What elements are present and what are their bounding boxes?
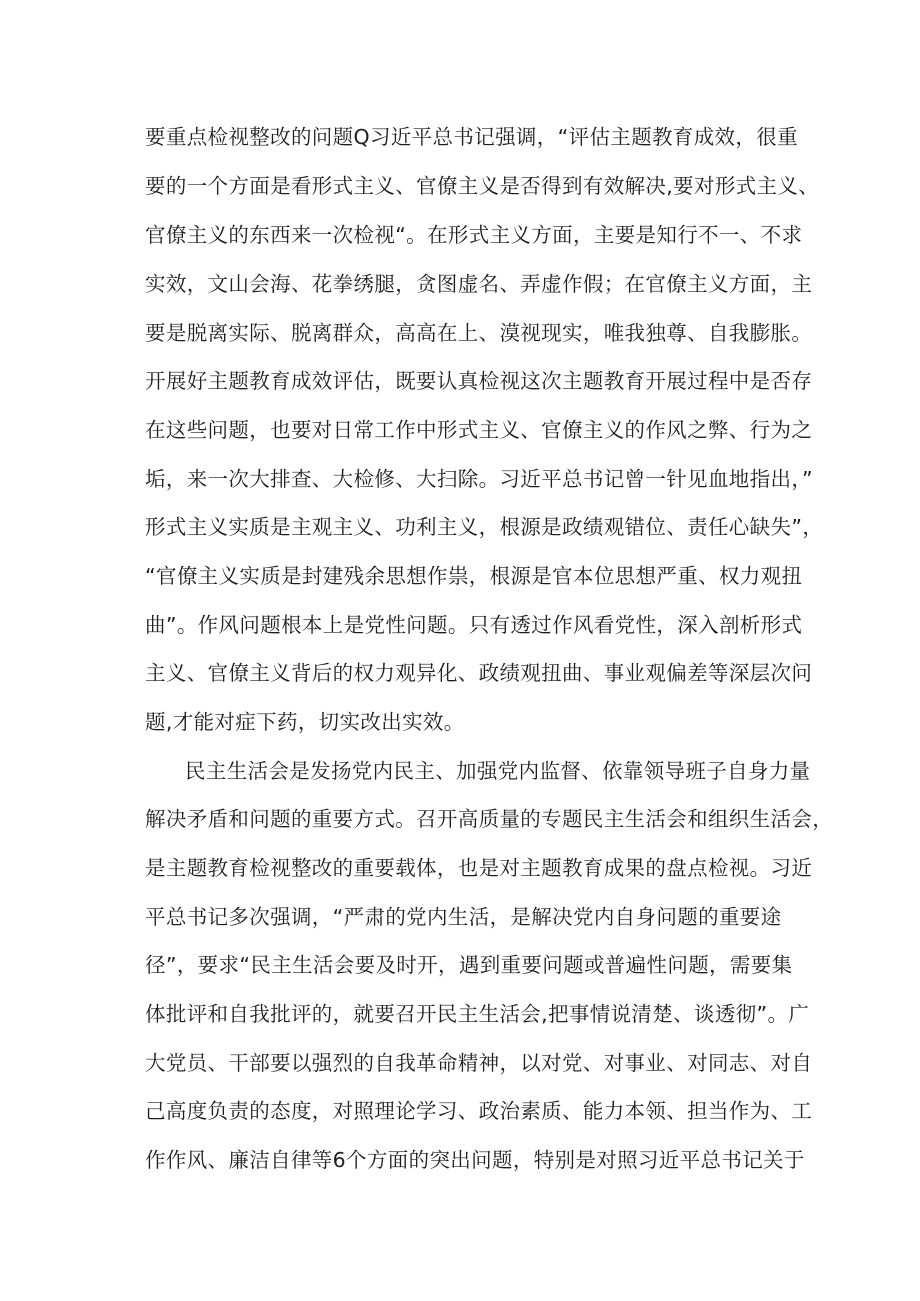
text-line: “官僚主义实质是封建残余思想作祟，根源是官本位思想严重、权力观扭	[145, 564, 803, 588]
text-line: 作作风、廉洁自律等6个方面的突出问题，特别是对照习近平总书记关于	[145, 1148, 805, 1172]
text-line: 体批评和自我批评的，就要召开民主生活会,把事情说清楚、谈透彻”。广	[145, 1002, 810, 1026]
text-line: 己高度负责的态度，对照理论学习、政治素质、能力本领、担当作为、工	[145, 1099, 813, 1123]
text-line: 开展好主题教育成效评估，既要认真检视这次主题教育开展过程中是否存	[145, 369, 813, 393]
text-line: 在这些问题，也要对日常工作中形式主义、官僚主义的作风之弊、行为之	[145, 418, 813, 442]
text-line: 形式主义实质是主观主义、功利主义，根源是政绩观错位、责任心缺失”，	[145, 515, 824, 539]
text-line: 径”，要求“民主生活会要及时开，遇到重要问题或普遍性问题，需要集	[145, 953, 793, 977]
text-line: 解决矛盾和问题的重要方式。召开高质量的专题民主生活会和组织生活会，	[145, 807, 834, 831]
text-line: 官僚主义的东西来一次检视“。在形式主义方面，主要是知行不一、不求	[145, 223, 803, 247]
text-line: 平总书记多次强调，“严肃的党内生活，是解决党内自身问题的重要途	[145, 905, 782, 929]
text-line: 垢，来一次大排查、大检修、大扫除。习近平总书记曾一针见血地指出，”	[145, 467, 813, 491]
text-line: 实效，文山会海、花拳绣腿，贪图虚名、弄虚作假；在官僚主义方面，主	[145, 272, 813, 296]
text-line: 是主题教育检视整改的重要载体，也是对主题教育成果的盘点检视。习近	[145, 856, 813, 880]
text-line: 主义、官僚主义背后的权力观异化、政绩观扭曲、事业观偏差等深层次问	[145, 661, 813, 685]
text-line: 曲”。作风问题根本上是党性问题。只有透过作风看党性，深入剖析形式	[145, 613, 803, 637]
text-line: 要重点检视整改的问题Q习近平总书记强调，“评估主题教育成效，很重	[145, 125, 798, 149]
text-line: 要的一个方面是看形式主义、官僚主义是否得到有效解决,要对形式主义、	[145, 174, 820, 198]
text-line: 民主生活会是发扬党内民主、加强党内监督、依靠领导班子自身力量	[185, 759, 811, 783]
text-line: 题,才能对症下药，切实改出实效。	[145, 710, 465, 734]
text-line: 大党员、干部要以强烈的自我革命精神，以对党、对事业、对同志、对自	[145, 1051, 813, 1075]
text-line: 要是脱离实际、脱离群众，高高在上、漠视现实，唯我独尊、自我膨胀。	[145, 321, 813, 345]
